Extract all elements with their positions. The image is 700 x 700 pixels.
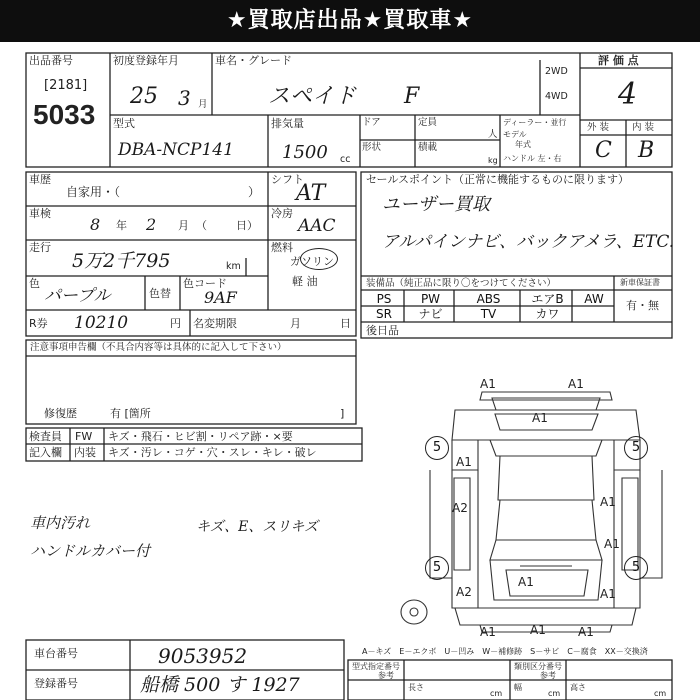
displacement-value: 1500 xyxy=(282,142,328,163)
load-unit: kg xyxy=(488,156,498,165)
mileage-label: 走行 xyxy=(29,241,51,254)
equip-sr: SR xyxy=(376,307,392,321)
damage-a1-right-door: A1 xyxy=(600,495,616,509)
damage-5-right-rear: 5 xyxy=(624,556,648,580)
car-name-label: 車名・グレード xyxy=(215,54,292,67)
fuel-gas: ガソリン xyxy=(290,255,334,268)
ac-label: 冷房 xyxy=(271,207,293,220)
ext-grade-value: C xyxy=(595,138,612,163)
lot-label: 出品番号 xyxy=(29,54,73,67)
inspection-label-2: 記入欄 xyxy=(29,446,62,459)
displacement-unit: cc xyxy=(340,154,351,165)
inspection-interior: 内装 xyxy=(74,446,96,459)
equip-leather: カワ xyxy=(535,307,560,321)
lot-bracket-number: [2181] xyxy=(44,78,88,93)
drive-4wd: 4WD xyxy=(545,91,568,102)
int-grade-value: B xyxy=(638,138,655,163)
car-name-value: スペイド xyxy=(268,84,357,109)
shaken-year: 8 xyxy=(90,215,101,234)
damage-a1-hood: A1 xyxy=(532,411,548,425)
car-diagram xyxy=(401,392,662,632)
name-change-month: 月 xyxy=(290,317,301,330)
displacement-label: 排気量 xyxy=(271,117,304,130)
equip-navi: ナビ xyxy=(418,307,443,321)
damage-a1-front-right: A1 xyxy=(568,377,584,391)
sales-point-label: セールスポイント（正常に機能するものに限ります） xyxy=(366,173,630,186)
equipment-label: 装備品（純正品に限り〇をつけてください） xyxy=(366,278,557,289)
damage-a1-rear-left: A1 xyxy=(480,625,496,639)
equip-pw: PW xyxy=(420,292,441,306)
height-unit: cm xyxy=(654,689,667,698)
equip-abs: ABS xyxy=(476,292,501,306)
usage-label: 車歴 xyxy=(29,173,51,186)
equip-airbag: エアB xyxy=(531,292,564,306)
remark-line-3: キズ、E、スリキズ xyxy=(196,519,319,535)
remark-line-1: 車内汚れ xyxy=(30,514,91,532)
color-swap-label: 色替 xyxy=(149,287,171,300)
class-no-label: 類別区分番号 xyxy=(514,662,562,671)
damage-5-right-front: 5 xyxy=(624,436,648,460)
color-code-label: 色コード xyxy=(183,277,227,290)
inspection-label-1: 検査員 xyxy=(29,430,62,443)
ext-grade-label: 外 装 xyxy=(587,122,610,133)
model-value: DBA-NCP141 xyxy=(118,140,234,160)
recycle-value: 10210 xyxy=(74,313,129,333)
damage-legend: A－キズ E－エクボ U－凹み W－補修跡 S－サビ C－腐食 XX－交換済 xyxy=(362,647,648,656)
reg-month: 3 xyxy=(178,86,191,110)
inspection-row-2: キズ・汚レ・コゲ・穴・スレ・キレ・破レ xyxy=(108,446,317,459)
reg-no-value: 船橋 500 す 1927 xyxy=(140,674,300,696)
recycle-label: R券 xyxy=(29,317,48,330)
lot-number: 5033 xyxy=(33,99,96,130)
reg-year: 25 xyxy=(130,84,158,109)
shift-value: AT xyxy=(296,181,326,206)
repair-value: 有 [箇所 xyxy=(110,407,151,420)
repair-close: ] xyxy=(340,407,345,420)
length-label: 長さ xyxy=(408,683,424,692)
equip-aw: AW xyxy=(584,292,604,306)
damage-a1-front-left: A1 xyxy=(480,377,496,391)
type-spec-ref: 参考 xyxy=(378,671,394,680)
repair-label: 修復歴 xyxy=(44,407,77,420)
fuel-diesel: 軽 油 xyxy=(292,275,318,288)
remark-line-2: ハンドルカバー付 xyxy=(30,542,151,560)
damage-a1-rear-center: A1 xyxy=(530,623,546,637)
usage-close: ） xyxy=(248,185,261,199)
chassis-label: 車台番号 xyxy=(34,647,78,660)
sales-point-line2: アルパインナビ、バックアメラ、ETC. xyxy=(382,232,675,252)
notes-label: 注意事項申告欄（不具合内容等は具体的に記入して下さい） xyxy=(30,342,287,353)
color-label: 色 xyxy=(29,277,40,290)
inspection-fw: FW xyxy=(75,430,93,443)
equip-tv: TV xyxy=(480,307,497,321)
car-grade: F xyxy=(404,84,420,109)
equip-ps: PS xyxy=(376,292,392,306)
height-label: 高さ xyxy=(570,683,586,692)
name-change-day: 日 xyxy=(340,317,351,330)
dealer-handle-label: ハンドル 左・右 xyxy=(503,154,562,163)
damage-a1-rear-right: A1 xyxy=(578,625,594,639)
shaken-label: 車検 xyxy=(29,207,51,220)
shaken-year-unit: 年 xyxy=(116,219,127,232)
fuel-label: 燃料 xyxy=(271,241,293,254)
ac-value: AAC xyxy=(298,216,336,236)
score-label: 評 価 点 xyxy=(598,54,639,67)
width-unit: cm xyxy=(548,689,561,698)
warranty-value: 有・無 xyxy=(626,299,659,312)
shape-label: 形状 xyxy=(362,142,382,153)
shaken-day-unit: 日） xyxy=(236,219,258,232)
damage-a1-left-fender: A1 xyxy=(456,455,472,469)
reg-no-label: 登録番号 xyxy=(34,677,78,690)
int-grade-label: 内 装 xyxy=(632,122,655,133)
width-label: 幅 xyxy=(514,683,522,692)
shift-label: シフト xyxy=(271,173,304,186)
name-change-label: 名変期限 xyxy=(193,317,237,330)
usage-value: 自家用・（ xyxy=(66,185,121,199)
fuel-gas-circle xyxy=(300,248,338,270)
length-unit: cm xyxy=(490,689,503,698)
dealer-year-label: 年式 xyxy=(515,140,531,149)
capacity-label: 定員 xyxy=(418,117,438,128)
model-label: 型式 xyxy=(113,117,135,130)
recycle-unit: 円 xyxy=(170,317,181,330)
class-no-ref: 参考 xyxy=(540,671,556,680)
color-code-value: 9AF xyxy=(204,288,237,307)
banner: ★買取店出品★買取車★ xyxy=(0,0,700,42)
drive-2wd: 2WD xyxy=(545,66,568,77)
score-value: 4 xyxy=(618,77,638,112)
damage-a1-right-quarter: A1 xyxy=(600,587,616,601)
damage-5-left-front: 5 xyxy=(425,436,449,460)
shaken-month-unit: 月 xyxy=(178,219,189,232)
sales-point-line1: ユーザー買取 xyxy=(382,194,490,215)
dealer-model-label: モデル xyxy=(503,130,527,139)
load-label: 積載 xyxy=(418,142,438,153)
reg-month-unit: 月 xyxy=(198,99,208,110)
capacity-unit: 人 xyxy=(488,129,498,140)
mileage-unit: km xyxy=(226,261,241,272)
color-value: パープル xyxy=(44,286,111,306)
dealer-label: ディーラー・並行 xyxy=(503,118,567,127)
warranty-label: 新車保証書 xyxy=(620,278,660,287)
damage-5-left-rear: 5 xyxy=(425,556,449,580)
inspection-row-1: キズ・飛石・ヒビ割・リペア跡・×要 xyxy=(108,430,293,443)
damage-a2-left-door: A2 xyxy=(452,501,468,515)
shaken-day-open: （ xyxy=(196,219,207,232)
chassis-value: 9053952 xyxy=(158,644,248,668)
damage-a2-left-quarter: A2 xyxy=(456,585,472,599)
rear-seat-label: 後日品 xyxy=(366,324,399,337)
damage-a1-roof: A1 xyxy=(518,575,534,589)
damage-a1-right-rear: A1 xyxy=(604,537,620,551)
reg-date-label: 初度登録年月 xyxy=(113,54,179,67)
doors-label: ドア xyxy=(362,117,381,128)
mileage-value: 5万2千795 xyxy=(72,250,171,272)
shaken-month: 2 xyxy=(146,215,157,234)
type-spec-label: 型式指定番号 xyxy=(352,662,400,671)
